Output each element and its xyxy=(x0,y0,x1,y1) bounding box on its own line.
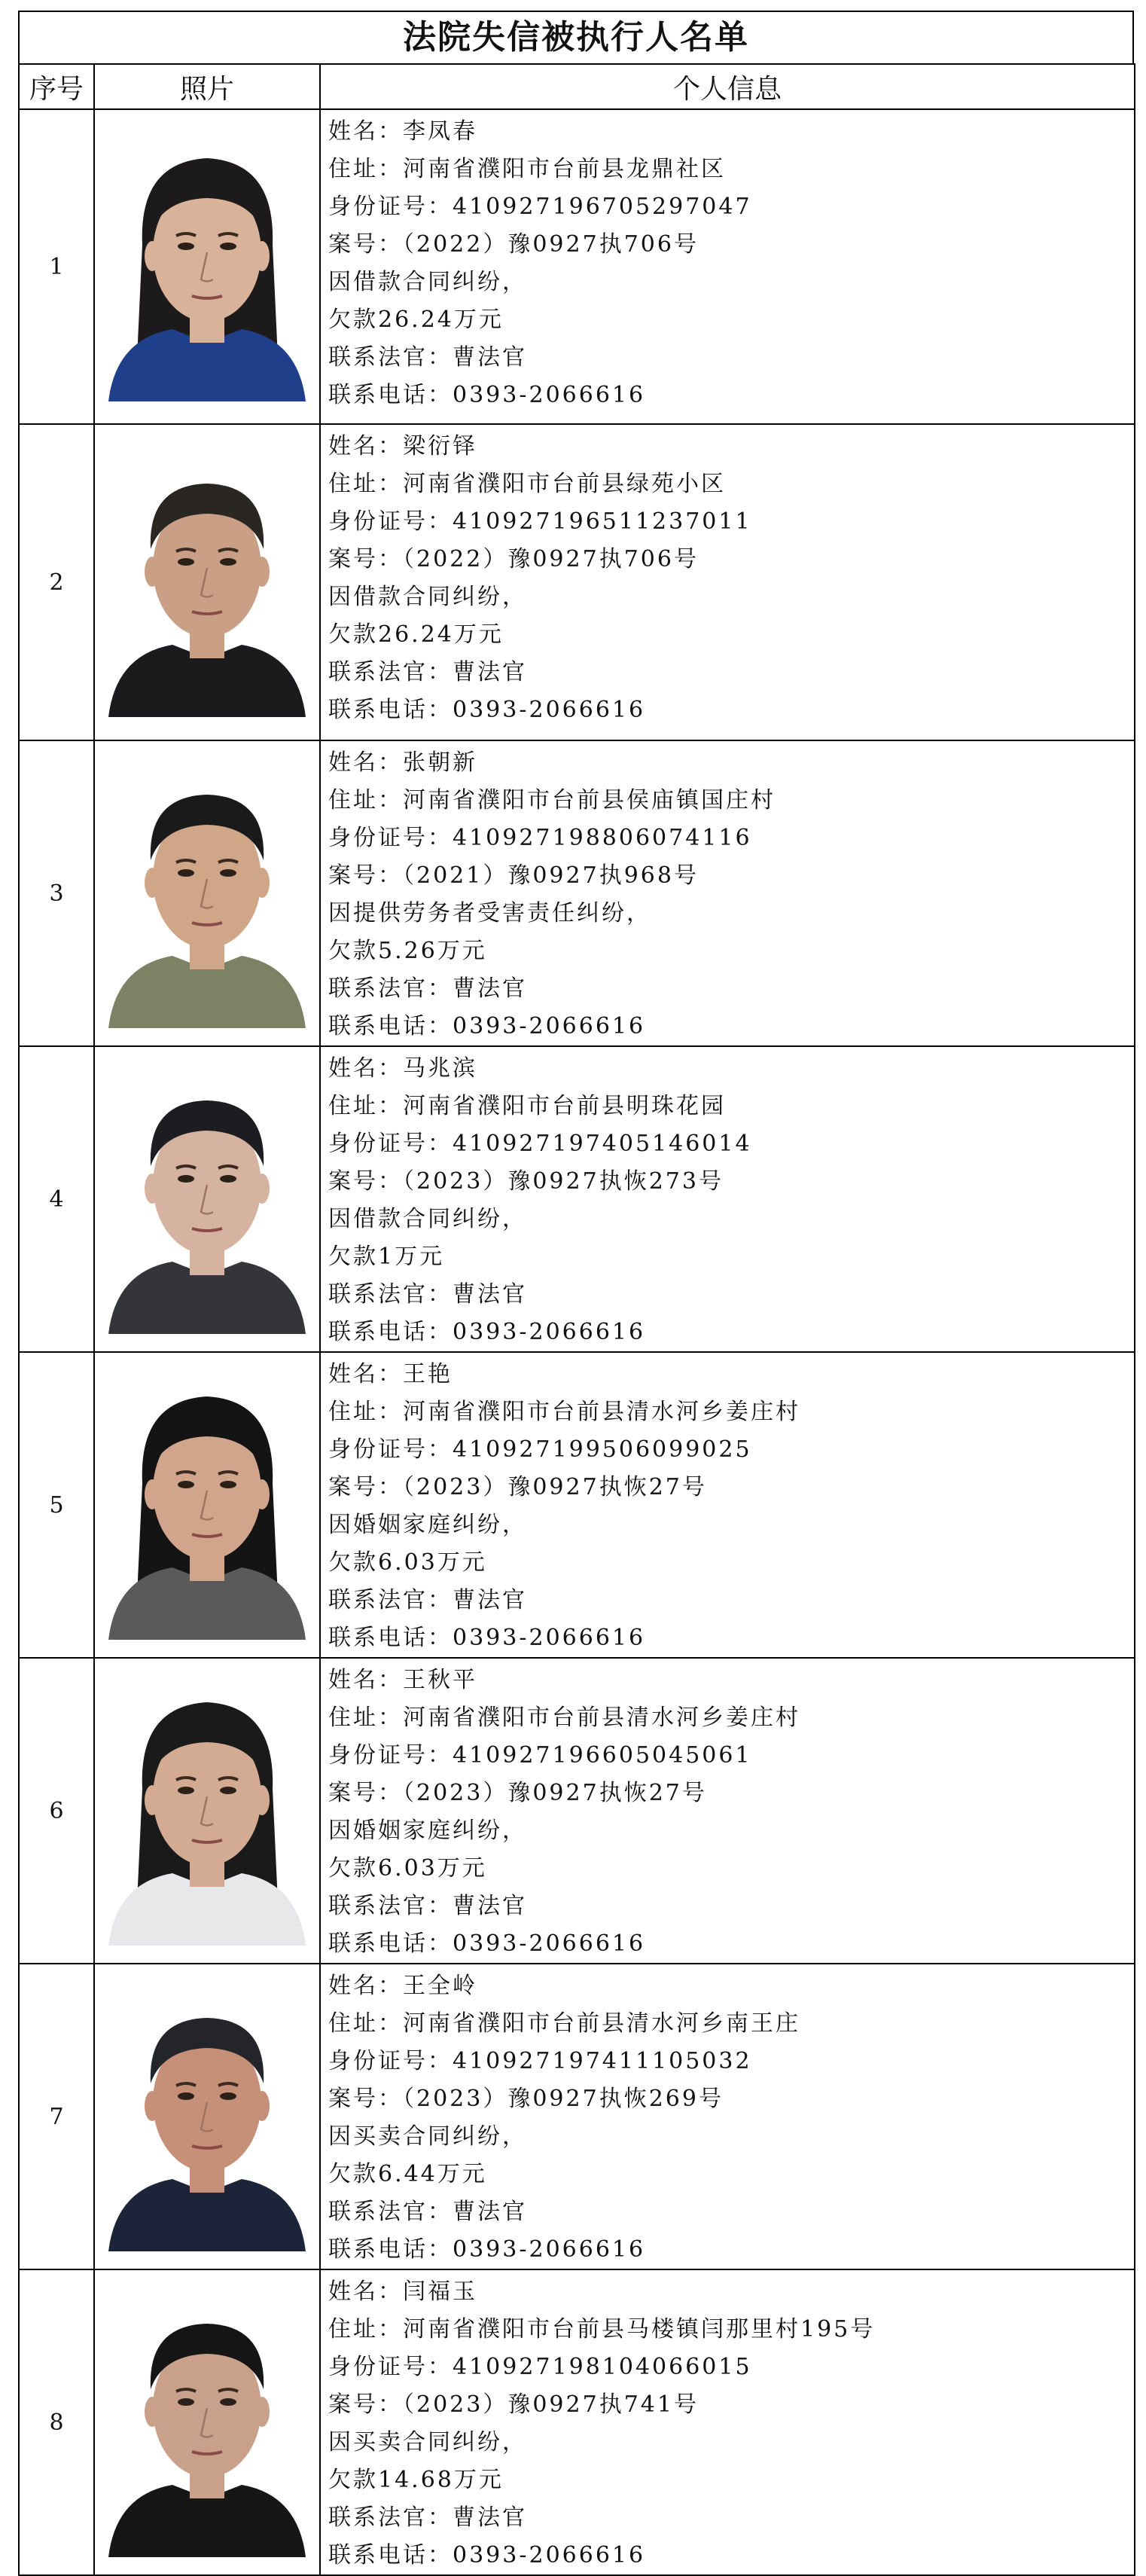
info-case: 案号：（2022）豫0927执706号 xyxy=(328,231,699,258)
debtor-list-sheet xyxy=(18,11,1134,2576)
info-id: 身份证号：410927197411105032 xyxy=(328,2048,752,2074)
info-reason: 因婚姻家庭纠纷， xyxy=(328,1818,527,1844)
table-row xyxy=(19,2269,1135,2575)
info-address: 住址：河南省濮阳市台前县绿苑小区 xyxy=(328,471,726,497)
row-index: 2 xyxy=(19,424,94,740)
info-name: 姓名：王秋平 xyxy=(328,1667,477,1693)
info-reason: 因借款合同纠纷， xyxy=(328,269,527,295)
photo-cell xyxy=(94,1046,320,1352)
person-info xyxy=(320,1964,1135,2269)
header-photo: 照片 xyxy=(94,64,320,109)
photo-cell xyxy=(94,424,320,740)
row-index: 7 xyxy=(19,1964,94,2269)
info-id: 身份证号：410927197405146014 xyxy=(328,1131,752,1157)
info-debt: 欠款14.68万元 xyxy=(328,2467,504,2493)
header-index: 序号 xyxy=(19,64,94,109)
info-address: 住址：河南省濮阳市台前县清水河乡姜庄村 xyxy=(328,1399,800,1425)
header-info: 个人信息 xyxy=(320,64,1135,109)
portrait-photo xyxy=(101,1676,313,1946)
photo-cell xyxy=(94,2269,320,2575)
info-phone: 联系电话：0393-2066616 xyxy=(328,1930,646,1957)
photo-cell xyxy=(94,109,320,424)
info-reason: 因买卖合同纠纷， xyxy=(328,2123,527,2150)
info-judge: 联系法官：曹法官 xyxy=(328,1281,527,1308)
person-info xyxy=(320,109,1135,424)
info-phone: 联系电话：0393-2066616 xyxy=(328,1013,646,1039)
row-index: 5 xyxy=(19,1352,94,1658)
person-info xyxy=(320,424,1135,740)
info-judge: 联系法官：曹法官 xyxy=(328,1893,527,1919)
photo-cell xyxy=(94,1964,320,2269)
info-phone: 联系电话：0393-2066616 xyxy=(328,697,646,723)
info-judge: 联系法官：曹法官 xyxy=(328,659,527,685)
info-reason: 因借款合同纠纷， xyxy=(328,1206,527,1232)
info-name: 姓名：王艳 xyxy=(328,1361,453,1387)
info-address: 住址：河南省濮阳市台前县清水河乡姜庄村 xyxy=(328,1705,800,1731)
table-row xyxy=(19,1964,1135,2269)
info-debt: 欠款1万元 xyxy=(328,1244,445,1270)
person-info xyxy=(320,1352,1135,1658)
info-debt: 欠款6.44万元 xyxy=(328,2161,487,2187)
portrait-photo xyxy=(101,1982,313,2251)
info-reason: 因婚姻家庭纠纷， xyxy=(328,1512,527,1538)
person-info xyxy=(320,1046,1135,1352)
info-name: 姓名：李凤春 xyxy=(328,118,477,145)
info-address: 住址：河南省濮阳市台前县侯庙镇国庄村 xyxy=(328,787,776,813)
person-info xyxy=(320,1658,1135,1964)
info-phone: 联系电话：0393-2066616 xyxy=(328,1319,646,1345)
info-judge: 联系法官：曹法官 xyxy=(328,1587,527,1613)
info-id: 身份证号：410927198104066015 xyxy=(328,2354,752,2380)
info-phone: 联系电话：0393-2066616 xyxy=(328,2236,646,2263)
portrait-photo xyxy=(101,758,313,1028)
info-id: 身份证号：410927196605045061 xyxy=(328,1742,752,1769)
photo-cell xyxy=(94,740,320,1046)
info-judge: 联系法官：曹法官 xyxy=(328,2199,527,2225)
portrait-photo xyxy=(101,1064,313,1334)
info-judge: 联系法官：曹法官 xyxy=(328,344,527,371)
info-case: 案号：（2022）豫0927执706号 xyxy=(328,546,699,572)
table-row xyxy=(19,740,1135,1046)
photo-cell xyxy=(94,1658,320,1964)
table-header-row xyxy=(19,64,1135,109)
info-name: 姓名：张朝新 xyxy=(328,749,477,776)
info-reason: 因借款合同纠纷， xyxy=(328,584,527,610)
portrait-photo xyxy=(101,132,313,401)
table-row xyxy=(19,1658,1135,1964)
info-phone: 联系电话：0393-2066616 xyxy=(328,2542,646,2568)
row-index: 3 xyxy=(19,740,94,1046)
photo-cell xyxy=(94,1352,320,1658)
info-reason: 因提供劳务者受害责任纠纷， xyxy=(328,900,651,926)
info-name: 姓名：王全岭 xyxy=(328,1973,477,1999)
info-name: 姓名：梁衍铎 xyxy=(328,433,477,459)
info-debt: 欠款6.03万元 xyxy=(328,1549,487,1576)
portrait-photo xyxy=(101,2288,313,2557)
info-debt: 欠款6.03万元 xyxy=(328,1855,487,1882)
info-debt: 欠款5.26万元 xyxy=(328,938,487,964)
info-debt: 欠款26.24万元 xyxy=(328,307,504,333)
info-judge: 联系法官：曹法官 xyxy=(328,975,527,1002)
table-row xyxy=(19,1352,1135,1658)
info-phone: 联系电话：0393-2066616 xyxy=(328,1625,646,1651)
info-reason: 因买卖合同纠纷， xyxy=(328,2429,527,2455)
debtor-table xyxy=(18,63,1135,2576)
info-address: 住址：河南省濮阳市台前县马楼镇闫那里村195号 xyxy=(328,2316,876,2343)
row-index: 8 xyxy=(19,2269,94,2575)
info-case: 案号：（2023）豫0927执恢27号 xyxy=(328,1474,707,1500)
info-name: 姓名：闫福玉 xyxy=(328,2278,477,2305)
info-id: 身份证号：410927198806074116 xyxy=(328,825,752,851)
info-phone: 联系电话：0393-2066616 xyxy=(328,382,646,408)
info-case: 案号：（2023）豫0927执恢27号 xyxy=(328,1780,707,1806)
info-id: 身份证号：410927196705297047 xyxy=(328,194,752,220)
portrait-photo xyxy=(101,1370,313,1640)
person-info xyxy=(320,740,1135,1046)
info-address: 住址：河南省濮阳市台前县龙鼎社区 xyxy=(328,156,726,182)
table-row xyxy=(19,109,1135,424)
table-row xyxy=(19,1046,1135,1352)
info-id: 身份证号：410927196511237011 xyxy=(328,508,752,535)
info-debt: 欠款26.24万元 xyxy=(328,621,504,648)
row-index: 6 xyxy=(19,1658,94,1964)
info-case: 案号：（2021）豫0927执968号 xyxy=(328,862,699,889)
info-judge: 联系法官：曹法官 xyxy=(328,2504,527,2531)
info-address: 住址：河南省濮阳市台前县清水河乡南王庄 xyxy=(328,2010,800,2037)
row-index: 4 xyxy=(19,1046,94,1352)
row-index: 1 xyxy=(19,109,94,424)
table-row xyxy=(19,424,1135,740)
info-address: 住址：河南省濮阳市台前县明珠花园 xyxy=(328,1093,726,1119)
info-case: 案号：（2023）豫0927执恢269号 xyxy=(328,2086,724,2112)
info-case: 案号：（2023）豫0927执741号 xyxy=(328,2391,699,2418)
person-info xyxy=(320,2269,1135,2575)
info-id: 身份证号：410927199506099025 xyxy=(328,1436,752,1463)
page-title: 法院失信被执行人名单 xyxy=(18,11,1134,63)
info-case: 案号：（2023）豫0927执恢273号 xyxy=(328,1168,724,1195)
info-name: 姓名：马兆滨 xyxy=(328,1055,477,1082)
portrait-photo xyxy=(101,447,313,717)
